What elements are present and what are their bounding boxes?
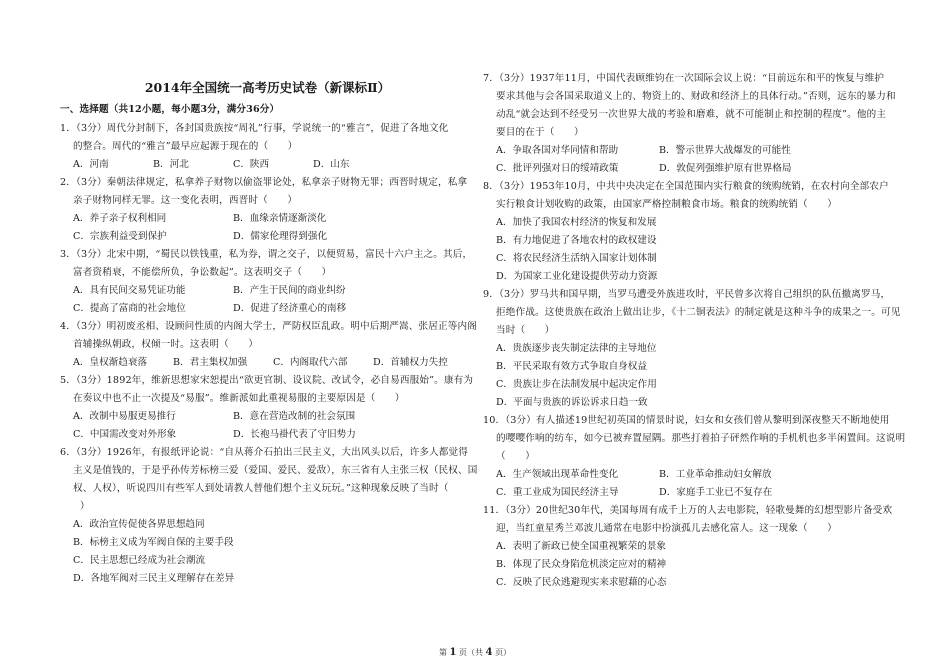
option-a[interactable]: A．加快了我国农村经济的恢复和发展	[496, 217, 657, 228]
question-line: 2．（3分）秦朝法律规定，私拿养子财物以偷盗罪论处，私拿亲子财物无罪；西晋时规定，私拿	[60, 177, 468, 188]
question-line: 首辅操纵朝政，权倾一时。这表明（ ）	[73, 339, 259, 350]
option-c[interactable]: C．内阁取代六部	[273, 357, 348, 368]
option-b[interactable]: B．君主集权加强	[173, 357, 248, 368]
question-line: 迎，当红童星秀兰邓波儿通常在电影中扮演孤儿去感化富人。这一现象（ ）	[496, 523, 838, 534]
option-c[interactable]: C．民主思想已经成为社会潮流	[73, 555, 206, 566]
footer-suffix: 页）	[495, 648, 512, 657]
option-d[interactable]: D．为国家工业化建设提供劳动力资源	[496, 271, 658, 282]
option-b[interactable]: B．体现了民众身陷危机淡定应对的精神	[496, 559, 667, 570]
option-c[interactable]: C．重工业成为国民经济主导	[496, 487, 619, 498]
option-c[interactable]: C．将农民经济生活纳入国家计划体制	[496, 253, 657, 264]
question-line: 亲子财物同样无罪。这一变化表明，西晋时（ ）	[73, 195, 298, 206]
option-d[interactable]: D．家庭手工业已不复存在	[659, 487, 773, 498]
option-a[interactable]: A．表明了新政已使全国重视繁荣的景象	[496, 541, 667, 552]
footer-mid: 页（共	[459, 648, 483, 657]
option-a[interactable]: A．争取各国对华同情和帮助	[496, 145, 619, 156]
question-line: 在奏议中也不止一次提及“易服”。维新派如此重视易服的主要原因是（ ）	[73, 393, 405, 404]
option-b[interactable]: B．工业革命推动妇女解放	[659, 469, 772, 480]
question-line: 6．（3分）1926年，有报纸评论说：“自从蒋介石拍出三民主义，大出风头以后，许多人都觉得	[60, 447, 469, 458]
option-a[interactable]: A．贵族逐步丧失制定法律的主导地位	[496, 343, 657, 354]
option-c[interactable]: C．中国需改变对外形象	[73, 429, 177, 440]
option-a[interactable]: A．皇权渐趋衰落	[73, 357, 148, 368]
question-line: 权、人权），听说四川有些军人到处请教人替他们想个主义玩玩。”这种现象反映了当时（	[73, 483, 449, 494]
option-b[interactable]: B．警示世界大战爆发的可能性	[659, 145, 791, 156]
option-d[interactable]: D．长袍马褂代表了守旧势力	[233, 429, 356, 440]
question-line: 实行粮食计划收购的政策，由国家严格控制粮食市场。粮食的统购统销（ ）	[496, 199, 838, 210]
option-c[interactable]: C．提高了富商的社会地位	[73, 303, 186, 314]
option-c[interactable]: C．宗族利益受到保护	[73, 231, 167, 242]
total-pages: 4	[485, 647, 493, 658]
option-d[interactable]: D．各地军阀对三民主义理解存在差异	[73, 573, 235, 584]
option-b[interactable]: B．意在营造改制的社会氛围	[233, 411, 356, 422]
option-d[interactable]: D．促进了经济重心的南移	[233, 303, 347, 314]
question-line: 主义是值钱的，于是乎孙传芳标榜三爱（爱国、爱民、爱敌），东三省有人主张三权（民权、国	[73, 465, 478, 476]
question-line: ）	[80, 501, 90, 512]
option-c[interactable]: C．贵族让步在法制发展中起决定作用	[496, 379, 657, 390]
option-a[interactable]: A．具有民间交易凭证功能	[73, 285, 186, 296]
question-line: 拒绝作战。这使贵族在政治上做出让步，《十二铜表法》的制定就是这种斗争的成果之一。可见	[496, 307, 901, 318]
option-c[interactable]: C．陕西	[233, 159, 270, 170]
section-heading: 一、选择题（共12小题，每小题3分，满分36分）	[60, 104, 280, 115]
option-d[interactable]: D．敦促列强维护原有世界格局	[659, 163, 792, 174]
option-d[interactable]: D．平面与贵族的诉讼诉求日趋一致	[496, 397, 648, 408]
question-line: 动乱“就会达到不经受另一次世界大战的考验和磨难，就不可能制止和控制的程度”。他的主	[496, 109, 887, 120]
question-line: 的整合。周代的“雅言”最早应起源于现在的（ ）	[73, 141, 298, 152]
question-line: 7．（3分）1937年11月，中国代表顾维钧在一次国际会议上说：“目前远东和平的恢复与维护	[483, 73, 885, 84]
option-b[interactable]: B．平民采取有效方式争取自身权益	[496, 361, 647, 372]
question-line: （ ）	[496, 451, 535, 462]
exam-title: 2014年全国统一高考历史试卷（新课标Ⅱ）	[144, 80, 391, 95]
option-a[interactable]: A．改制中易服更易推行	[73, 411, 176, 422]
option-d[interactable]: D．首辅权力失控	[373, 357, 448, 368]
question-line: 富者资稍衰，不能偿所负，争讼数起”。这表明交子（ ）	[73, 267, 332, 278]
question-line: 4．（3分）明初废丞相、设顾问性质的内阁大学士，严防权臣乱政。明中后期严嵩、张居正等内阁	[60, 321, 477, 332]
page-footer	[0, 647, 950, 659]
option-b[interactable]: B．河北	[153, 159, 189, 170]
option-c[interactable]: C．反映了民众逃避现实来求慰藉的心态	[496, 577, 667, 588]
question-line: 5．（3分）1892年，维新思想家宋恕提出“欲更官制、设议院、改试令，必自易西服始”。康有为	[60, 375, 474, 386]
option-b[interactable]: B．有力地促进了各地农村的政权建设	[496, 235, 657, 246]
question-line: 3．（3分）北宋中期，“蜀民以铁钱重，私为券，谓之交子，以便贸易，富民十六户主之。其后，	[60, 249, 473, 260]
option-b[interactable]: B．标榜主义成为军阀自保的主要手段	[73, 537, 234, 548]
option-a[interactable]: A．政治宣传促使各界思想趋同	[73, 519, 205, 530]
option-a[interactable]: A．养子亲子权利相同	[73, 213, 167, 224]
option-a[interactable]: A．河南	[73, 159, 109, 170]
option-c[interactable]: C．批评列强对日的绥靖政策	[496, 163, 619, 174]
question-line: 当时（ ）	[496, 325, 555, 336]
question-line: 9．（3分）罗马共和国早期，当罗马遭受外族进攻时，平民曾多次将自己组织的队伍撤离罗马，	[483, 289, 891, 300]
option-b[interactable]: B．血缘亲情逐渐淡化	[233, 213, 327, 224]
option-d[interactable]: D．儒家伦理得到强化	[233, 231, 328, 242]
question-line: 11．（3分）20世纪30年代，美国每周有成千上万的人去电影院，轻歌曼舞的幻想型影片备受欢	[483, 505, 893, 516]
question-line: 8．（3分）1953年10月，中共中央决定在全国范围内实行粮食的统购统销，在农村向全部农户	[483, 181, 889, 192]
question-line: 1．（3分）周代分封制下，各封国贵族按“周礼”行事，学说统一的“雅言”，促进了各地文化	[60, 123, 449, 134]
question-line: 10．（3分）有人描述19世纪初英国的情景时说，妇女和女孩们曾从黎明到深夜整天不断地使用	[483, 415, 890, 426]
option-a[interactable]: A．生产领域出现革命性变化	[496, 469, 619, 480]
question-line: 要求其他与会各国采取道义上的、物资上的、财政和经济上的具体行动。”否则，远东的暴力和	[496, 91, 896, 102]
option-b[interactable]: B．产生于民间的商业纠纷	[233, 285, 346, 296]
option-d[interactable]: D．山东	[313, 159, 350, 170]
page-number: 1	[449, 647, 457, 658]
question-line: 要目的在于（ ）	[496, 127, 584, 138]
footer-prefix: 第	[438, 648, 447, 657]
question-line: 的嘤嘤作响的纺车，如今已被弃置屋隅。那些打着拍子砰然作响的手机机也多半闲置间。这说明	[496, 433, 906, 444]
